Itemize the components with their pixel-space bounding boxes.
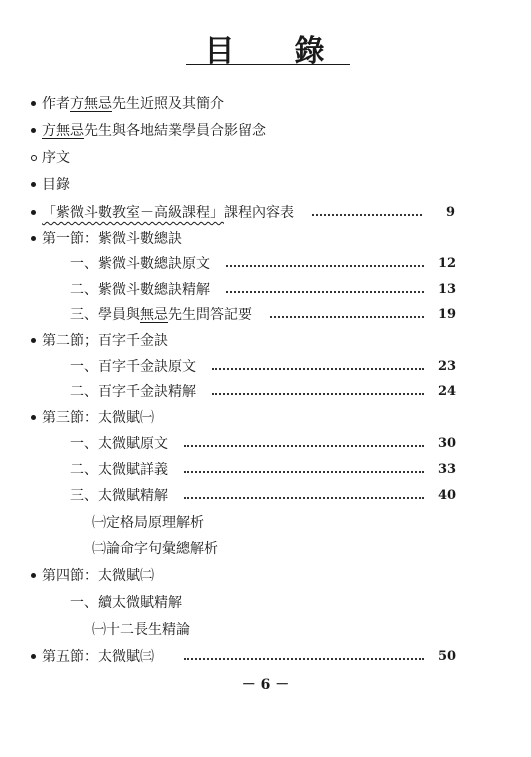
toc-entry-3-3-1 bbox=[92, 512, 204, 534]
toc-entry-4-1-1 bbox=[92, 619, 190, 641]
toc-entry-group-photos bbox=[42, 120, 266, 142]
dot-leader bbox=[184, 471, 424, 473]
dot-leader bbox=[184, 497, 424, 499]
entry-text: 二、百字千金訣精解 bbox=[70, 384, 196, 400]
toc-entry-section-1 bbox=[42, 228, 182, 250]
bullet-dot bbox=[31, 210, 36, 215]
entry-text: 一、紫微斗數總訣原文 bbox=[70, 256, 210, 272]
bullet-dot bbox=[31, 654, 36, 659]
toc-entry-3-1 bbox=[70, 433, 168, 455]
toc-entry-section-4 bbox=[42, 565, 154, 587]
bullet-dot bbox=[31, 128, 36, 133]
entry-text: 作者 bbox=[42, 96, 70, 112]
bullet-dot bbox=[31, 101, 36, 106]
dot-leader bbox=[212, 368, 424, 370]
bullet-dot bbox=[31, 415, 36, 420]
toc-entry-3-2 bbox=[70, 459, 168, 481]
bullet-dot bbox=[31, 182, 36, 187]
page-number: 33 bbox=[438, 462, 457, 477]
bullet-dot bbox=[31, 573, 36, 578]
dot-leader bbox=[226, 291, 424, 293]
entry-text: 第二節；百字千金訣 bbox=[42, 333, 168, 349]
toc-entry-2-1 bbox=[70, 356, 196, 378]
title-char-2: 錄 bbox=[294, 34, 327, 69]
toc-entry-1-3 bbox=[70, 304, 252, 326]
entry-text: 三、太微賦精解 bbox=[70, 488, 168, 504]
bullet-dot bbox=[31, 338, 36, 343]
toc-entry-author-photo bbox=[42, 93, 224, 115]
entry-text: 第五節：太微賦㈢ bbox=[42, 649, 154, 665]
page-number: 19 bbox=[438, 307, 457, 322]
entry-text: 先生與各地結業學員合影留念 bbox=[84, 123, 266, 139]
toc-entry-section-3 bbox=[42, 407, 154, 429]
dot-leader bbox=[270, 316, 424, 318]
entry-text: ㈠定格局原理解析 bbox=[92, 515, 204, 531]
page-number: 9 bbox=[446, 205, 456, 220]
page-footer-number: － 6 － bbox=[241, 677, 290, 693]
dot-leader bbox=[226, 265, 424, 267]
entry-text: 三、學員與 bbox=[70, 307, 140, 323]
toc-entry-2-2 bbox=[70, 381, 196, 403]
page-number: 30 bbox=[438, 436, 457, 451]
page-number: 24 bbox=[438, 384, 457, 399]
toc-entry-course-table bbox=[42, 202, 294, 224]
entry-text: 先生近照及其簡介 bbox=[112, 96, 224, 112]
entry-text: ㈠十二長生精論 bbox=[92, 622, 190, 638]
toc-entry-1-1 bbox=[70, 253, 210, 275]
title-char-1: 目 bbox=[204, 34, 237, 69]
entry-text: 二、紫微斗數總訣精解 bbox=[70, 282, 210, 298]
entry-text: 第四節：太微賦㈡ bbox=[42, 568, 154, 584]
entry-text: 第三節：太微賦㈠ bbox=[42, 410, 154, 426]
dot-leader bbox=[312, 214, 422, 216]
title-underline bbox=[186, 64, 350, 65]
entry-text: 一、續太微賦精解 bbox=[70, 595, 182, 611]
toc-entry-contents bbox=[42, 174, 70, 196]
author-name: 方無忌 bbox=[70, 96, 112, 112]
dot-leader bbox=[184, 658, 424, 660]
entry-text: 二、太微賦詳義 bbox=[70, 462, 168, 478]
toc-entry-1-2 bbox=[70, 279, 210, 301]
bullet-dot bbox=[31, 236, 36, 241]
toc-entry-section-2 bbox=[42, 330, 168, 352]
entry-text: 一、太微賦原文 bbox=[70, 436, 168, 452]
dot-leader bbox=[184, 445, 424, 447]
bullet-dot bbox=[31, 155, 37, 161]
toc-entry-section-5 bbox=[42, 646, 154, 668]
page-number: 23 bbox=[438, 359, 457, 374]
page-number: 12 bbox=[438, 256, 457, 271]
author-name: 無忌 bbox=[140, 307, 168, 323]
toc-entry-4-1 bbox=[70, 592, 182, 614]
page-number: 13 bbox=[438, 282, 457, 297]
entry-text: 先生問答記要 bbox=[168, 307, 252, 323]
entry-text: 目錄 bbox=[42, 177, 70, 193]
toc-entry-preface bbox=[42, 147, 70, 169]
page-number: 40 bbox=[438, 488, 457, 503]
entry-text: 一、百字千金訣原文 bbox=[70, 359, 196, 375]
page-number: 50 bbox=[438, 649, 457, 664]
entry-text: ㈡論命字句彙總解析 bbox=[92, 541, 218, 557]
dot-leader bbox=[212, 393, 424, 395]
entry-text: 「紫微斗數教室－高級課程」 bbox=[42, 205, 224, 221]
entry-text: 課程內容表 bbox=[224, 205, 294, 221]
entry-text: 第一節：紫微斗數總訣 bbox=[42, 231, 182, 247]
author-name: 方無忌 bbox=[42, 123, 84, 139]
toc-entry-3-3-2 bbox=[92, 538, 218, 560]
entry-text: 序文 bbox=[42, 150, 70, 166]
toc-entry-3-3 bbox=[70, 485, 168, 507]
